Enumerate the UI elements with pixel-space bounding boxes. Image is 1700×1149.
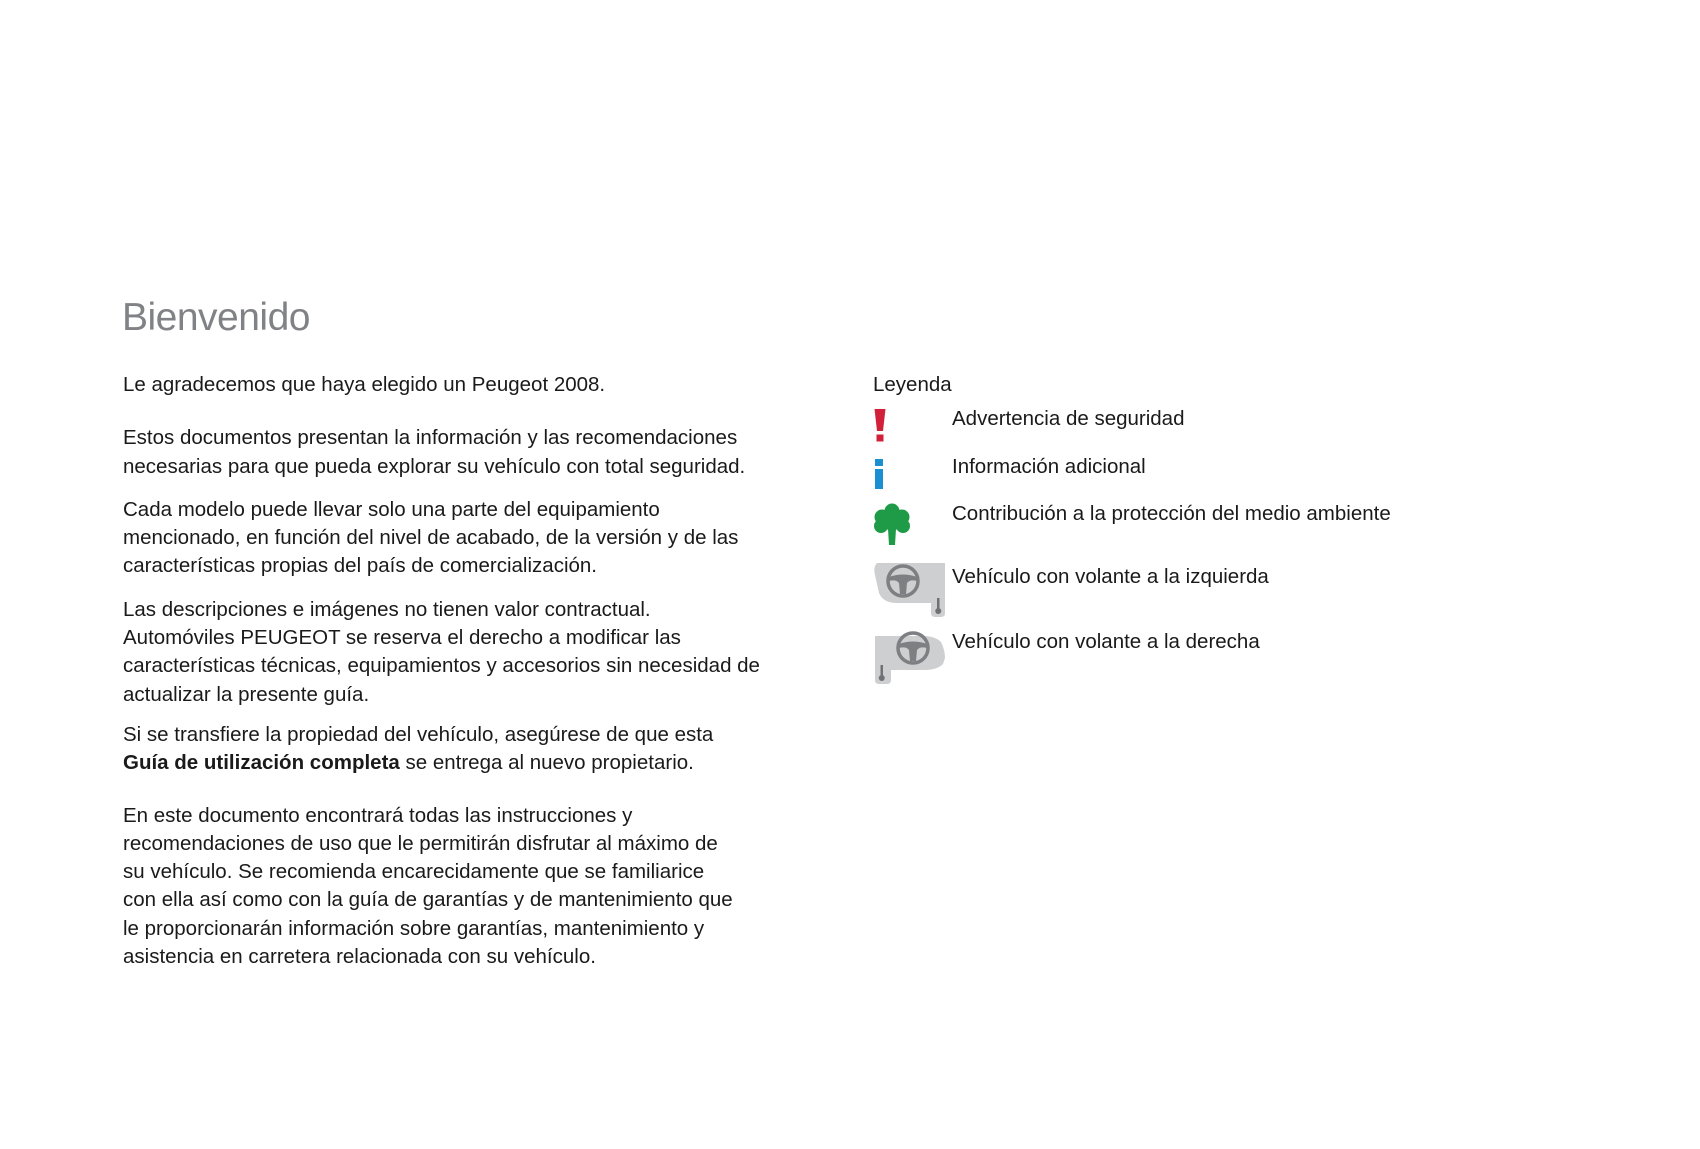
warning-icon: [872, 409, 888, 451]
legend-label: Vehículo con volante a la izquierda: [952, 565, 1269, 588]
intro-line: características técnicas, equipamientos y accesorios sin necesidad de: [123, 654, 760, 678]
intro-paragraph: [123, 721, 823, 778]
legend-label: Advertencia de seguridad: [952, 407, 1185, 430]
intro-line: En este documento encontrará todas las instrucciones y: [123, 803, 633, 827]
legend-item-warning: [873, 405, 1513, 445]
intro-paragraph: [123, 496, 823, 581]
legend-title: Leyenda: [873, 373, 952, 396]
legend-item-environment: [873, 500, 1513, 550]
legend-label: Contribución a la protección del medio ambiente: [952, 502, 1391, 525]
legend-item-left-hand-drive: [873, 563, 1513, 623]
legend-item-right-hand-drive: [873, 628, 1513, 688]
intro-line: Automóviles PEUGEOT se reserva el derecho a modificar las: [123, 626, 681, 650]
intro-line: actualizar la presente guía.: [123, 682, 370, 706]
intro-line: Estos documentos presentan la información y las recomendaciones: [123, 426, 738, 450]
intro-line: necesarias para que pueda explorar su vehículo con total seguridad.: [123, 454, 746, 478]
guide-title-bold: Guía de utilización completa: [123, 751, 400, 775]
legend-label: Vehículo con volante a la derecha: [952, 630, 1260, 653]
intro-paragraph: [123, 424, 823, 481]
intro-line: asistencia en carretera relacionada con su vehículo.: [123, 945, 596, 969]
intro-line: recomendaciones de uso que le permitirán disfrutar al máximo de: [123, 831, 718, 855]
intro-line: Cada modelo puede llevar solo una parte del equipamiento: [123, 497, 660, 521]
tree-icon: [873, 503, 911, 555]
legend-label: Información adicional: [952, 455, 1146, 478]
intro-line: le proporcionarán información sobre garantías, mantenimiento y: [123, 916, 705, 940]
intro-line: Le agradecemos que haya elegido un Peugeot 2008.: [123, 373, 606, 396]
page-title: Bienvenido: [122, 296, 310, 339]
info-icon: [873, 459, 887, 499]
intro-line: se entrega al nuevo propietario.: [399, 751, 694, 775]
legend-item-info: [873, 453, 1513, 493]
intro-line: Si se transfiere la propiedad del vehículo, asegúrese de que esta: [123, 722, 714, 746]
intro-line: mencionado, en función del nivel de acabado, de la versión y de las: [123, 526, 739, 550]
intro-paragraph: [123, 802, 823, 972]
right-hand-drive-icon: [873, 628, 947, 694]
left-hand-drive-icon: [873, 561, 947, 627]
intro-line: Las descripciones e imágenes no tienen valor contractual.: [123, 597, 651, 621]
intro-line: su vehículo. Se recomienda encarecidamente que se familiarice: [123, 860, 705, 884]
legend: [873, 371, 1513, 653]
intro-line: con ella así como con la guía de garantías y de mantenimiento que: [123, 888, 733, 912]
intro-line: características propias del país de comercialización.: [123, 554, 597, 578]
intro-paragraph: [123, 596, 823, 709]
intro-text: [123, 371, 823, 971]
intro-paragraph: [123, 371, 823, 399]
